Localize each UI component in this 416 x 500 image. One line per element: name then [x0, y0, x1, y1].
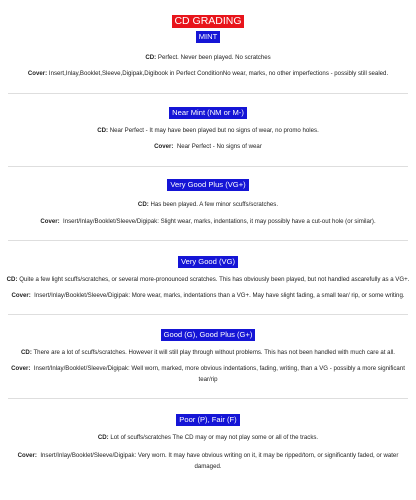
cd-text: Perfect. Never been played. No scratches: [157, 54, 271, 61]
cover-description: [6, 450, 410, 472]
grade-section-vg: [6, 254, 410, 301]
section-divider: [8, 240, 408, 241]
page-title: CD GRADING: [174, 15, 242, 27]
grade-heading: [6, 327, 410, 341]
cd-label: CD:: [21, 349, 32, 356]
grade-heading: [6, 29, 410, 43]
cover-label: Cover:: [11, 292, 31, 299]
grade-label: Near Mint (NM or M-): [169, 107, 247, 119]
cd-text: Lot of scuffs/scratches The CD may or may not play some or all of the tracks.: [110, 434, 319, 441]
cover-description: [6, 141, 410, 152]
grade-section-near-mint: [6, 105, 410, 152]
grade-label: Good (G), Good Plus (G+): [161, 329, 256, 341]
grade-heading: [6, 105, 410, 119]
cover-label: Cover:: [40, 218, 60, 225]
cover-label: Cover:: [17, 452, 37, 459]
cd-label: CD:: [97, 127, 109, 134]
cover-description: [6, 68, 410, 79]
cd-text: Quite a few light scuffs/scratches, or several more-pronounced scratches. This has obviously been played, but not handled ascarefully as a VG+.: [19, 276, 410, 283]
grade-section-poor-fair: [6, 412, 410, 472]
section-divider: [8, 166, 408, 167]
cd-description: [6, 199, 410, 210]
cd-label: CD:: [6, 276, 18, 283]
grade-heading: [6, 412, 410, 426]
cd-description: [6, 125, 410, 136]
grade-label: Very Good Plus (VG+): [167, 179, 248, 191]
cover-label: Cover:: [27, 70, 48, 77]
cover-label: Cover:: [11, 365, 31, 372]
cd-label: CD:: [137, 201, 149, 208]
cover-text: Insert,Inlay,Booklet,Sleeve,Digipak,Digibook in Perfect ConditionNo wear, marks, no other imperfections - possibly still sealed.: [48, 70, 389, 77]
cd-description: [6, 347, 410, 358]
grade-section-mint: [6, 29, 410, 79]
cd-label: CD:: [145, 54, 157, 61]
cover-text: Insert/Inlay/Booklet/Sleeve/Digipak: Very worn. It may have obvious writing on it, it may be ripped/torn, or significantly faded, or water damaged.: [40, 452, 399, 470]
section-divider: [8, 93, 408, 94]
cover-text: Insert/Inlay/Booklet/Sleeve/Digipak: Well worn, marked, more obvious indentations, fading, writing, than a VG - possibly a more significant tear/rip: [33, 365, 405, 383]
cover-text: Insert/Inlay/Booklet/Sleeve/Digipak: Slight wear, marks, indentations, it may possibly have a cut-out hole (or similar).: [63, 218, 376, 225]
cover-label: Cover:: [154, 143, 174, 150]
grade-label: MINT: [196, 31, 221, 43]
cd-text: There are a lot of scuffs/scratches. However it will still play through without problems. This has not been handled with much care at all.: [33, 349, 395, 356]
grade-section-good: [6, 327, 410, 385]
cd-description: [6, 52, 410, 63]
title-row: [6, 0, 410, 28]
section-divider: [8, 398, 408, 399]
cd-label: CD:: [97, 434, 109, 441]
grade-heading: [6, 254, 410, 268]
cd-text: Has been played. A few minor scuffs/scratches.: [150, 201, 279, 208]
cover-description: [6, 290, 410, 301]
cd-description: [6, 432, 410, 443]
grade-section-vg-plus: [6, 177, 410, 227]
cover-text: Near Perfect - No signs of wear: [176, 143, 262, 150]
grade-label: Very Good (VG): [178, 256, 238, 268]
cover-description: [6, 216, 410, 227]
grade-label: Poor (P), Fair (F): [176, 414, 239, 426]
cover-text: Insert/Inlay/Booklet/Sleeve/Digipak: More wear, marks, indentations than a VG+. May have slight fading, a small tear/ rip, or some writing.: [34, 292, 405, 299]
cd-text: Near Perfect - It may have been played but no signs of wear, no promo holes.: [109, 127, 319, 134]
cover-description: [6, 363, 410, 385]
section-divider: [8, 314, 408, 315]
cd-description: [6, 274, 410, 285]
grade-heading: [6, 177, 410, 191]
